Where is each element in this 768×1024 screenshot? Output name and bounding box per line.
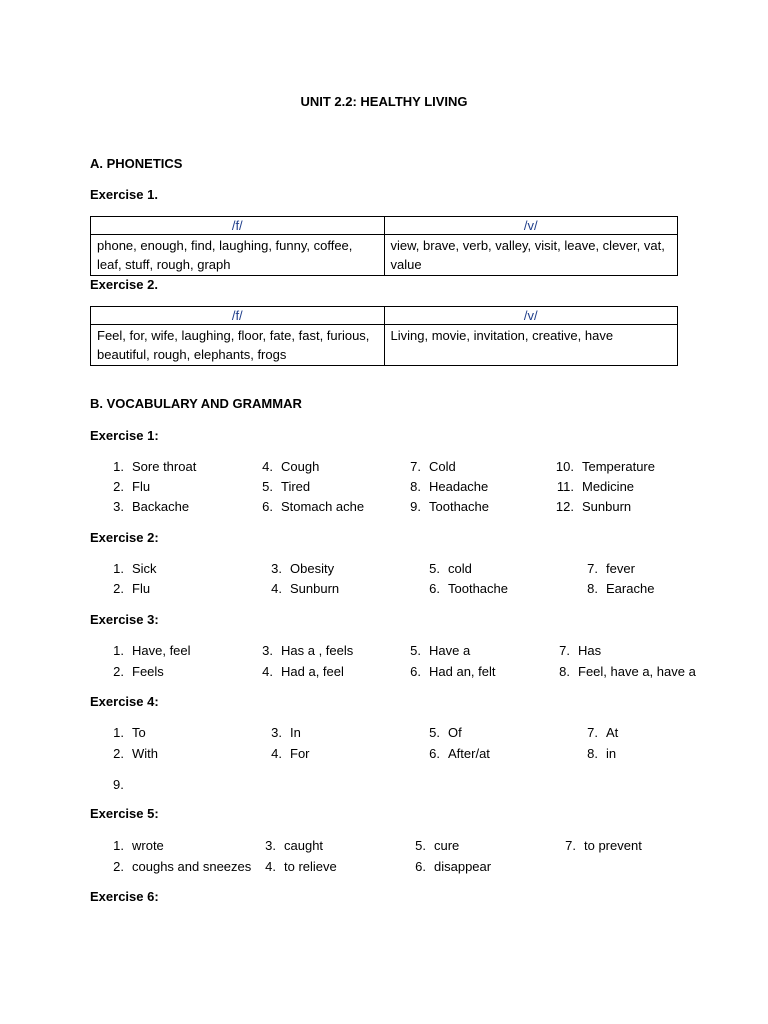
list-item: 4. Sunburn [271, 581, 340, 596]
section-b-heading: B. VOCABULARY AND GRAMMAR [90, 396, 302, 411]
list-item: 4. Had a, feel [262, 664, 344, 679]
page-title: UNIT 2.2: HEALTHY LIVING [300, 94, 468, 109]
exercise-b3-label: Exercise 3: [90, 612, 159, 627]
list-item: 12. Sunburn [555, 499, 632, 514]
column-header-f: /f/ [91, 217, 385, 235]
list-item: 1. Sore throat [113, 459, 197, 474]
list-item: 7. Has [559, 643, 602, 658]
list-item: 5. Tired [262, 479, 311, 494]
exercise-b5-label: Exercise 5: [90, 806, 159, 821]
list-item: 5. cure [415, 838, 460, 853]
list-item: 8. Feel, have a, have a [559, 664, 696, 679]
list-item: 4. For [271, 746, 310, 761]
list-item: 3. Backache [113, 499, 190, 514]
exercise-a1-label: Exercise 1. [90, 187, 158, 202]
section-a-heading: A. PHONETICS [90, 156, 183, 171]
list-item: 2. Flu [113, 479, 151, 494]
list-item: 5. Have a [410, 643, 471, 658]
f-sound-words: phone, enough, find, laughing, funny, coffee, leaf, stuff, rough, graph [91, 235, 385, 276]
list-item: 6. Had an, felt [410, 664, 496, 679]
list-item: 3. Has a , feels [262, 643, 354, 658]
exercise-b4-label: Exercise 4: [90, 694, 159, 709]
list-item: 8. in [587, 746, 617, 761]
list-item: 7. Cold [410, 459, 456, 474]
list-item: 2. Flu [113, 581, 151, 596]
column-header-f: /f/ [91, 307, 385, 325]
list-item: 2. With [113, 746, 158, 761]
list-item: 2. coughs and sneezes [113, 859, 252, 874]
list-item: 9. [113, 777, 124, 792]
list-item: 6. After/at [429, 746, 490, 761]
phonetics-table-1 [90, 216, 678, 276]
list-item: 8. Earache [587, 581, 655, 596]
list-item: 4. Cough [262, 459, 320, 474]
list-item: 2. Feels [113, 664, 164, 679]
list-item: 3. caught [265, 838, 324, 853]
exercise-b6-label: Exercise 6: [90, 889, 159, 904]
v-sound-words: view, brave, verb, valley, visit, leave, clever, vat, value [384, 235, 678, 276]
column-header-v: /v/ [384, 217, 678, 235]
phonetics-table-2 [90, 306, 678, 366]
column-header-v: /v/ [384, 307, 678, 325]
list-item: 3. In [271, 725, 301, 740]
list-item: 6. Stomach ache [262, 499, 365, 514]
exercise-b1-label: Exercise 1: [90, 428, 159, 443]
list-item: 1. To [113, 725, 146, 740]
exercise-b2-label: Exercise 2: [90, 530, 159, 545]
list-item: 10. Temperature [555, 459, 655, 474]
v-sound-words: Living, movie, invitation, creative, have [384, 325, 678, 366]
list-item: 5. cold [429, 561, 472, 576]
list-item: 7. At [587, 725, 619, 740]
list-item: 5. Of [429, 725, 462, 740]
list-item: 1. Sick [113, 561, 157, 576]
list-item: 9. Toothache [410, 499, 489, 514]
list-item: 3. Obesity [271, 561, 335, 576]
list-item: 4. to relieve [265, 859, 337, 874]
list-item: 7. fever [587, 561, 635, 576]
list-item: 1. Have, feel [113, 643, 191, 658]
list-item: 7. to prevent [565, 838, 642, 853]
f-sound-words: Feel, for, wife, laughing, floor, fate, fast, furious, beautiful, rough, elephants, frogs [91, 325, 385, 366]
list-item: 6. disappear [415, 859, 492, 874]
exercise-a2-label: Exercise 2. [90, 277, 158, 292]
list-item: 6. Toothache [429, 581, 508, 596]
list-item: 11. Medicine [556, 479, 635, 494]
list-item: 1. wrote [113, 838, 164, 853]
list-item: 8. Headache [410, 479, 489, 494]
